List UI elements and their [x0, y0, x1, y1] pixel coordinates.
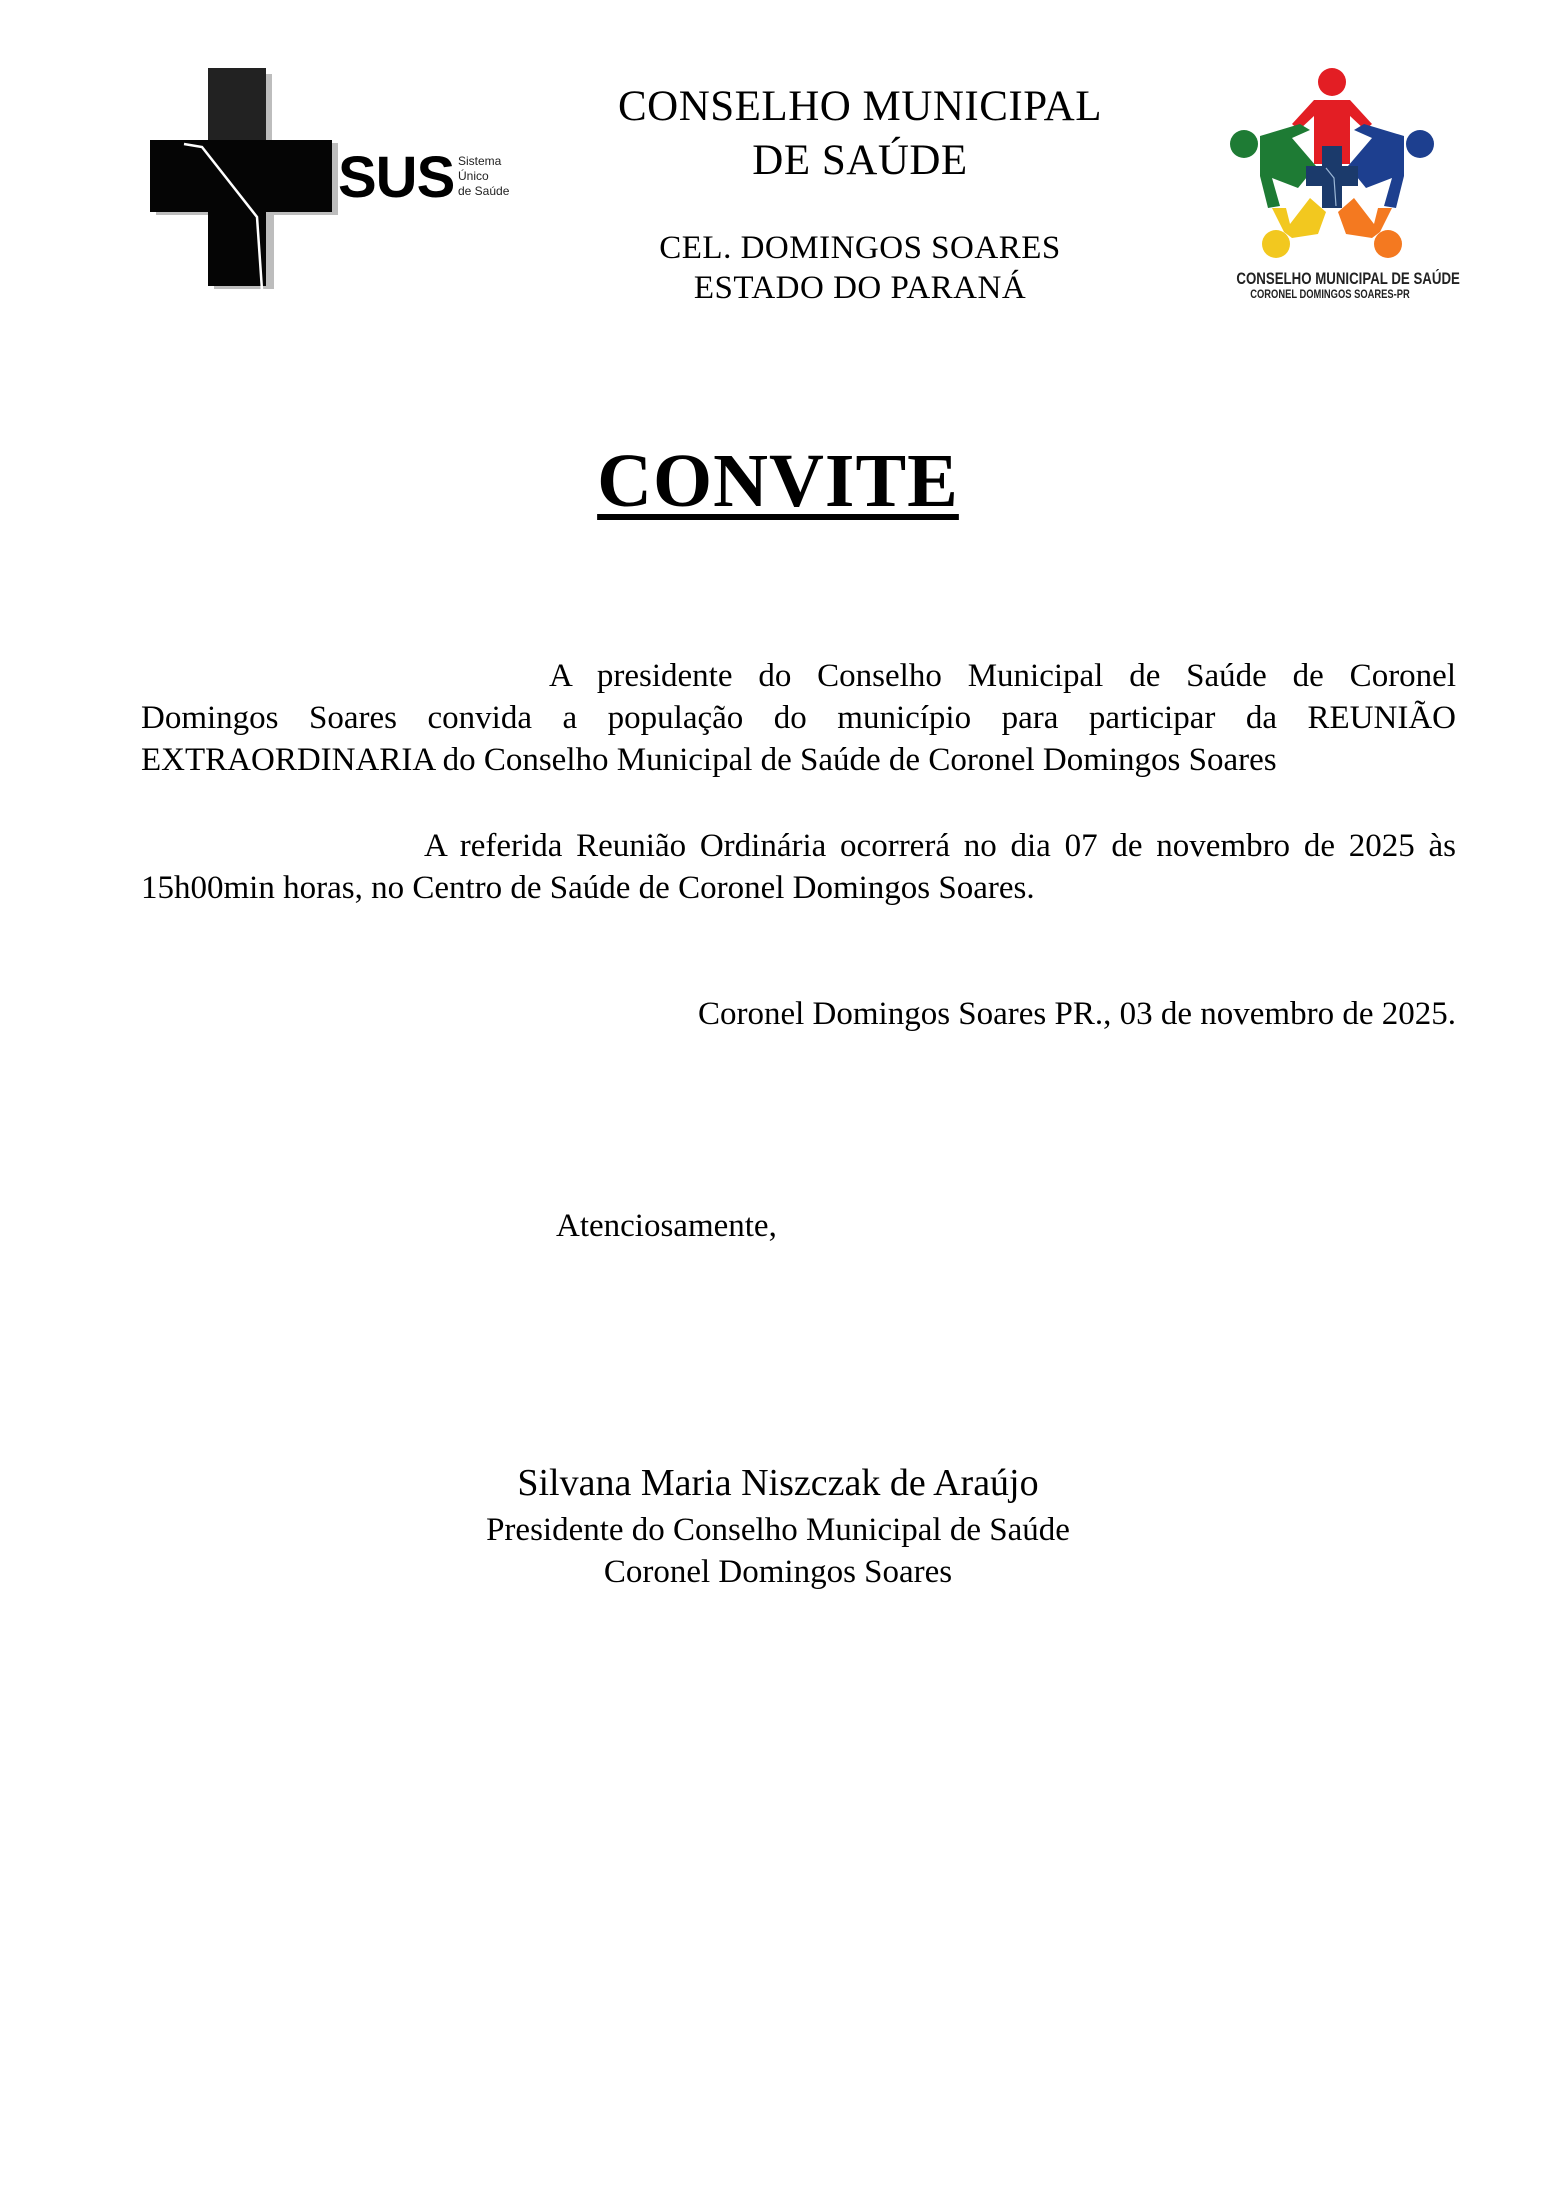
council-logo-subcaption: CORONEL DOMINGOS SOARES-PR [1250, 287, 1410, 301]
signature-name: Silvana Maria Niszczak de Araújo [517, 1462, 1039, 1504]
council-location-line: CEL. DOMINGOS SOARES [659, 230, 1061, 266]
signature-city: Coronel Domingos Soares [603, 1554, 953, 1590]
signature-role: Presidente do Conselho Municipal de Saúde [486, 1512, 1070, 1548]
place-date: Coronel Domingos Soares PR., 03 de novembro de 2025. [697, 996, 1456, 1032]
invitation-paragraph: A presidente do Conselho Municipal de Saúde de Coronel Domingos Soares convida a população do município para participar da REUNIÃO EXTRAORDINARIA do Conselho Municipal de Saúde de Coronel Domingos Soares [141, 658, 1456, 778]
sus-subtitle-line: Único [458, 169, 489, 183]
council-title [540, 80, 1180, 188]
document-title-text: CONVITE [597, 439, 959, 523]
council-title-line: DE SAÚDE [752, 137, 968, 184]
council-title-line: CONSELHO MUNICIPAL [617, 83, 1103, 130]
closing: Atenciosamente, [556, 1208, 777, 1244]
council-logo [1222, 66, 1442, 266]
council-location-line: ESTADO DO PARANÁ [693, 270, 1027, 306]
sus-logo [150, 68, 520, 293]
council-location [540, 228, 1180, 308]
sus-acronym: SUS [338, 145, 455, 210]
council-logo-caption: CONSELHO MUNICIPAL DE SAÚDE [1236, 269, 1460, 288]
council-people-circle-logo-icon [1222, 66, 1442, 266]
sus-subtitle-line: Sistema [458, 154, 502, 168]
sus-cross-logo-icon [150, 68, 340, 293]
sus-subtitle [458, 154, 509, 199]
document-title [0, 438, 1556, 525]
meeting-details-paragraph: A referida Reunião Ordinária ocorrerá no dia 07 de novembro de 2025 às 15h00min horas, no Centro de Saúde de Coronel Domingos Soares. [141, 828, 1456, 906]
sus-subtitle-line: de Saúde [458, 184, 510, 198]
